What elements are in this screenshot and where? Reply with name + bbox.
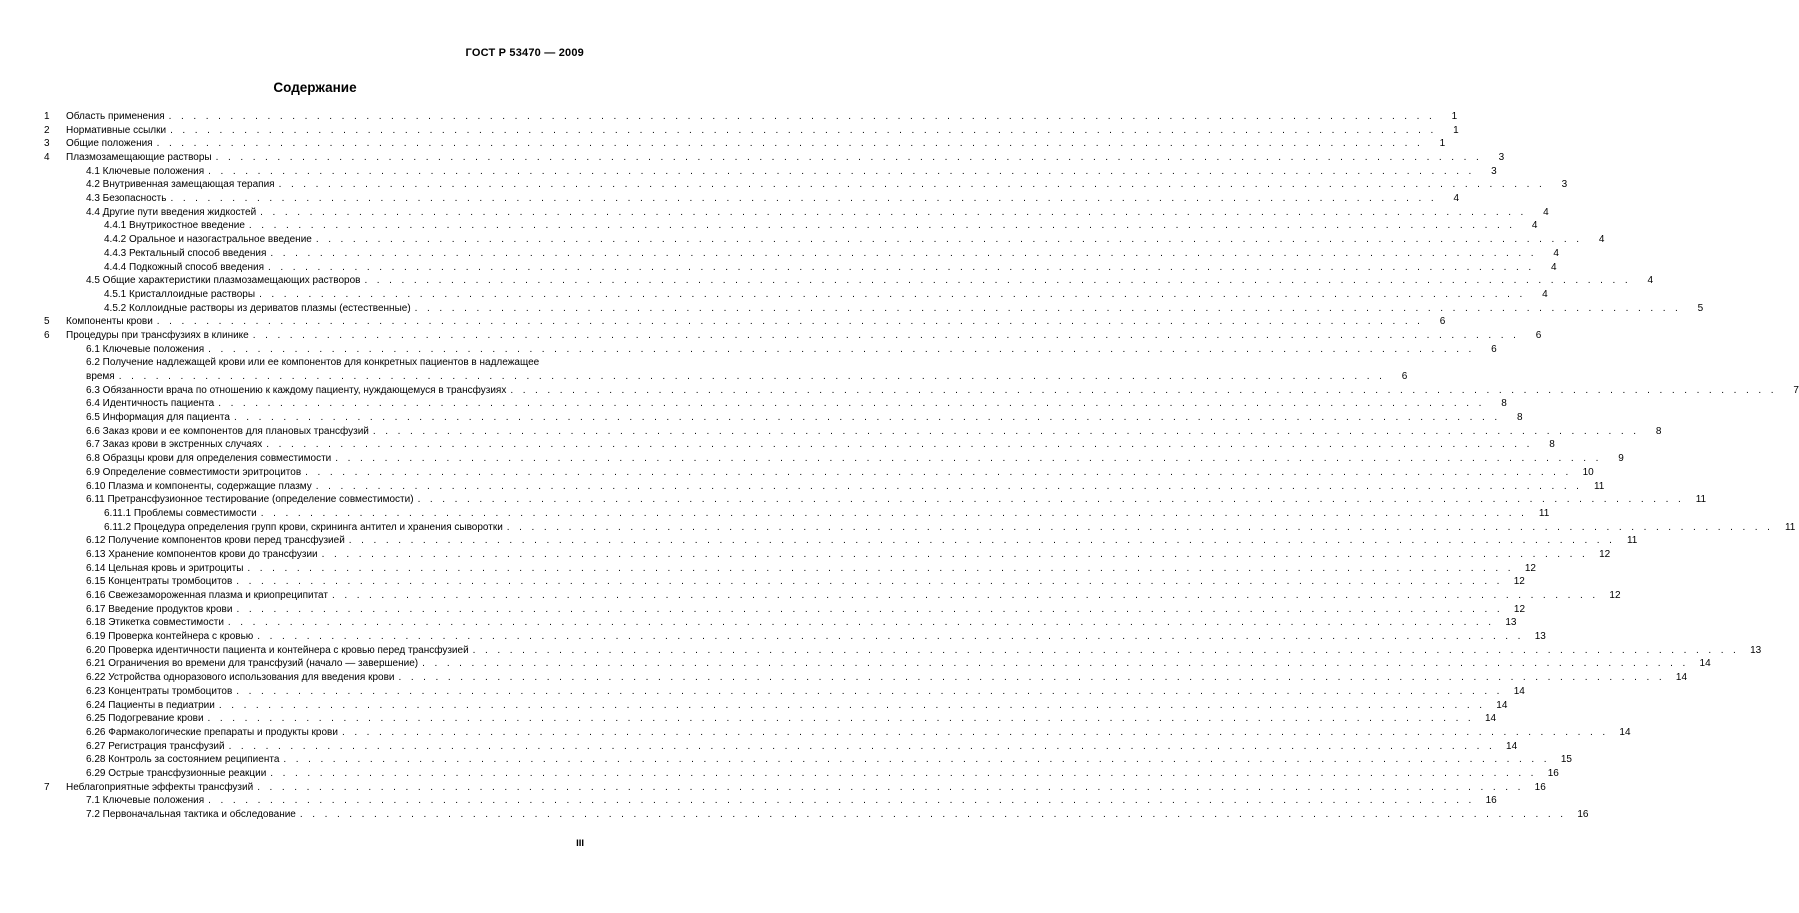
toc-entry[interactable] xyxy=(44,794,1497,808)
toc-entry-page: 14 xyxy=(1513,685,1525,697)
toc-entry-label: 4.5.1 Кристаллоидные растворы xyxy=(104,288,256,300)
toc-dot-leader xyxy=(170,124,1437,138)
toc-entry-label: 4.4.2 Оральное и назогастральное введение xyxy=(104,234,312,246)
toc-entry-page: 6 xyxy=(1491,343,1497,355)
toc-entry-label: 6.13 Хранение компонентов крови до трансфузии xyxy=(86,548,318,560)
toc-dot-leader xyxy=(219,699,1486,713)
toc-entry[interactable] xyxy=(44,137,1446,151)
toc-entry-number: 6 xyxy=(44,329,50,341)
toc-entry[interactable] xyxy=(44,288,1548,302)
toc-entry-label: 6.3 Обязанности врача по отношению к каждому пациенту, нуждающемуся в трансфузиях xyxy=(86,384,507,396)
toc-entry-page: 1 xyxy=(1451,110,1458,122)
toc-entry-label: 4.5.2 Коллоидные растворы из дериватов плазмы (естественные) xyxy=(104,302,411,314)
toc-dot-leader xyxy=(316,233,1583,247)
toc-entry[interactable] xyxy=(44,452,1624,466)
toc-entry-label: 6.25 Подогревание крови xyxy=(86,713,204,725)
toc-dot-leader xyxy=(270,247,1537,261)
toc-entry-page: 3 xyxy=(1561,179,1568,191)
toc-entry[interactable] xyxy=(44,685,1525,699)
toc-entry[interactable] xyxy=(44,781,1546,795)
toc-entry-label: 6.11 Претрансфузионное тестирование (определение совместимости) xyxy=(86,494,414,506)
document-code-header: ГОСТ Р 53470 — 2009 xyxy=(465,47,584,59)
toc-dot-leader xyxy=(305,466,1572,480)
toc-entry-number: 1 xyxy=(44,110,50,122)
page-title: Содержание xyxy=(273,80,357,95)
toc-entry-page: 6 xyxy=(1439,316,1446,328)
toc-entry-label: 7.1 Ключевые положения xyxy=(86,795,205,807)
toc-entry-label: 6.7 Заказ крови в экстренных случаях xyxy=(86,439,263,451)
toc-dot-leader xyxy=(260,206,1527,220)
toc-dot-leader xyxy=(208,343,1475,357)
toc-entry-number: 5 xyxy=(44,316,50,328)
toc-entry-page: 10 xyxy=(1582,466,1594,478)
toc-entry-page: 4 xyxy=(1647,275,1654,287)
toc-entry[interactable] xyxy=(44,466,1594,480)
toc-entry-page: 11 xyxy=(1538,507,1550,519)
toc-entry-page: 13 xyxy=(1750,644,1762,656)
toc-entry-label: 6.1 Ключевые положения xyxy=(86,343,205,355)
toc-dot-leader xyxy=(228,616,1495,630)
toc-entry-page: 8 xyxy=(1516,412,1523,424)
toc-entry-page: 14 xyxy=(1496,699,1508,711)
toc-dot-leader xyxy=(208,794,1475,808)
toc-entry-page: 4 xyxy=(1598,234,1605,246)
toc-entry[interactable] xyxy=(44,411,1523,425)
toc-entry-label: 6.11.2 Процедура определения групп крови, скрининга антител и хранения сыворотки xyxy=(104,521,503,533)
toc-dot-leader xyxy=(236,575,1503,589)
toc-entry-label: 6.11.1 Проблемы совместимости xyxy=(104,507,257,519)
toc-entry-label: 6.20 Проверка идентичности пациента и контейнера с кровью перед трансфузией xyxy=(86,644,469,656)
toc-entry-page: 12 xyxy=(1609,590,1621,602)
toc-entry-label: Область применения xyxy=(66,110,165,122)
toc-entry-page: 14 xyxy=(1619,726,1631,738)
toc-entry-page: 16 xyxy=(1485,795,1497,807)
toc-entry-page: 8 xyxy=(1549,439,1555,451)
toc-dot-leader xyxy=(157,315,1424,329)
toc-dot-leader xyxy=(119,370,1386,384)
toc-dot-leader xyxy=(364,274,1631,288)
toc-entry-label: 4.5 Общие характеристики плазмозамещающих растворов xyxy=(86,275,361,287)
toc-entry[interactable] xyxy=(44,439,1555,453)
toc-entry-label: Нормативные ссылки xyxy=(66,124,167,136)
toc-entry[interactable] xyxy=(44,740,1518,754)
toc-dot-leader xyxy=(418,493,1685,507)
toc-entry-page: 3 xyxy=(1498,152,1505,164)
toc-entry-label: 6.21 Ограничения во времени для трансфузий (начало — завершение) xyxy=(86,658,419,670)
toc-entry[interactable] xyxy=(44,151,1505,165)
toc-entry-label: 6.22 Устройства одноразового использования для введения крови xyxy=(86,672,395,684)
toc-dot-leader xyxy=(316,480,1583,494)
toc-dot-leader xyxy=(473,644,1740,658)
toc-entry-label-continued: время xyxy=(86,371,115,383)
toc-entry-page: 16 xyxy=(1534,781,1546,793)
toc-entry[interactable] xyxy=(44,343,1497,357)
toc-entry[interactable] xyxy=(44,384,1799,398)
toc-entry-label: 6.29 Острые трансфузионные реакции xyxy=(86,767,267,779)
toc-dot-leader xyxy=(257,781,1524,795)
toc-entry[interactable] xyxy=(44,534,1638,548)
toc-entry-label: 4.4.3 Ректальный способ введения xyxy=(104,247,267,259)
toc-dot-leader xyxy=(373,425,1640,439)
toc-dot-leader xyxy=(236,685,1503,699)
toc-dot-leader xyxy=(415,302,1682,316)
toc-entry[interactable] xyxy=(44,220,1538,234)
toc-entry-label: 6.19 Проверка контейнера с кровью xyxy=(86,631,254,643)
toc-entry-label: 4.2 Внутривенная замещающая терапия xyxy=(86,179,275,191)
toc-entry-page: 8 xyxy=(1501,398,1507,410)
toc-entry[interactable] xyxy=(44,206,1549,220)
toc-entry-page: 8 xyxy=(1655,425,1662,437)
toc-entry[interactable] xyxy=(44,425,1662,439)
toc-dot-leader xyxy=(257,630,1524,644)
toc-entry[interactable] xyxy=(44,274,1654,288)
toc-dot-leader xyxy=(266,438,1533,452)
toc-entry[interactable] xyxy=(44,562,1536,576)
toc-entry-page: 3 xyxy=(1491,165,1497,177)
toc-dot-leader xyxy=(507,521,1774,535)
toc-entry[interactable] xyxy=(44,110,1458,124)
toc-entry[interactable] xyxy=(44,616,1517,630)
toc-entry-label: 6.9 Определение совместимости эритроцитов xyxy=(86,466,302,478)
toc-entry-page: 1 xyxy=(1439,138,1446,150)
toc-entry[interactable] xyxy=(44,699,1508,713)
toc-entry-page: 9 xyxy=(1618,453,1624,465)
toc-entry[interactable] xyxy=(44,712,1497,726)
toc-entry-label: 6.6 Заказ крови и ее компонентов для плановых трансфузий xyxy=(86,425,369,437)
toc-dot-leader xyxy=(208,712,1475,726)
toc-dot-leader xyxy=(422,657,1689,671)
toc-entry[interactable] xyxy=(44,261,1557,275)
toc-entry-label: 6.16 Свежезамороженная плазма и криопреципитат xyxy=(86,590,328,602)
toc-entry[interactable] xyxy=(44,233,1605,247)
toc-entry-label: Общие положения xyxy=(66,138,153,150)
toc-entry-label: 6.15 Концентраты тромбоцитов xyxy=(86,576,233,588)
toc-entry-label: 6.18 Этикетка совместимости xyxy=(86,617,224,629)
toc-entry-page: 6 xyxy=(1535,329,1542,341)
toc-entry[interactable] xyxy=(44,329,1542,343)
toc-entry-page: 7 xyxy=(1793,384,1799,396)
toc-dot-leader xyxy=(170,192,1437,206)
page-number: III xyxy=(576,838,584,849)
toc-entry-page: 4 xyxy=(1453,193,1460,205)
toc-entry-label: Плазмозамещающие растворы xyxy=(66,152,212,164)
toc-entry-page: 11 xyxy=(1695,494,1707,506)
toc-entry-label: 6.24 Пациенты в педиатрии xyxy=(86,699,215,711)
toc-dot-leader xyxy=(279,178,1546,192)
toc-dot-leader xyxy=(208,165,1475,179)
toc-dot-leader xyxy=(268,261,1535,275)
toc-entry-label: 4.4.4 Подкожный способ введения xyxy=(104,261,265,273)
toc-entry[interactable] xyxy=(44,356,1408,383)
toc-dot-leader xyxy=(398,671,1665,685)
toc-entry[interactable] xyxy=(44,315,1446,329)
toc-dot-leader xyxy=(270,767,1537,781)
toc-entry[interactable] xyxy=(44,767,1559,781)
toc-entry-page: 4 xyxy=(1551,261,1557,273)
toc-dot-leader xyxy=(218,397,1485,411)
toc-dot-leader xyxy=(157,137,1424,151)
toc-dot-leader xyxy=(169,110,1436,124)
toc-entry[interactable] xyxy=(44,753,1572,767)
toc-entry-number: 4 xyxy=(44,152,50,164)
toc-entry-page: 16 xyxy=(1547,767,1559,779)
toc-entry[interactable] xyxy=(44,521,1796,535)
toc-entry-number: 3 xyxy=(44,138,50,150)
toc-entry-page: 13 xyxy=(1534,631,1546,643)
toc-dot-leader xyxy=(229,740,1496,754)
toc-entry[interactable] xyxy=(44,548,1611,562)
toc-entry[interactable] xyxy=(44,726,1631,740)
toc-dot-leader xyxy=(283,753,1550,767)
toc-entry-label: 6.2 Получение надлежащей крови или ее компонентов для конкретных пациентов в надлежащее xyxy=(86,357,540,369)
toc-entry-page: 14 xyxy=(1699,658,1711,670)
toc-entry-page: 13 xyxy=(1505,617,1517,629)
toc-dot-leader xyxy=(300,808,1567,822)
toc-dot-leader xyxy=(216,151,1483,165)
toc-entry[interactable] xyxy=(44,644,1762,658)
toc-dot-leader xyxy=(322,548,1589,562)
toc-entry[interactable] xyxy=(44,165,1497,179)
toc-dot-leader xyxy=(249,219,1516,233)
toc-entry[interactable] xyxy=(44,124,1459,138)
toc-entry-label: 6.12 Получение компонентов крови перед трансфузией xyxy=(86,535,345,547)
toc-entry-page: 14 xyxy=(1484,713,1497,725)
toc-entry-page: 1 xyxy=(1453,124,1459,136)
toc-entry-number: 2 xyxy=(44,124,50,136)
toc-entry[interactable] xyxy=(44,178,1568,192)
toc-entry-page: 5 xyxy=(1697,302,1704,314)
toc-entry-label: 4.1 Ключевые положения xyxy=(86,165,205,177)
toc-entry-label: Процедуры при трансфузиях в клинике xyxy=(66,329,249,341)
toc-dot-leader xyxy=(234,411,1501,425)
toc-entry[interactable] xyxy=(44,192,1460,206)
toc-entry-label: 6.17 Введение продуктов крови xyxy=(86,603,233,615)
toc-entry[interactable] xyxy=(44,671,1688,685)
toc-entry-label: Компоненты крови xyxy=(66,316,153,328)
toc-entry-page: 12 xyxy=(1524,562,1536,574)
toc-entry-label: 4.4.1 Внутрикостное введение xyxy=(104,220,245,232)
toc-entry-page: 12 xyxy=(1599,548,1611,560)
toc-entry-page: 11 xyxy=(1784,521,1796,533)
toc-entry-label: 6.14 Цельная кровь и эритроциты xyxy=(86,562,244,574)
toc-entry[interactable] xyxy=(44,658,1711,672)
toc-entry[interactable] xyxy=(44,247,1559,261)
toc-entry[interactable] xyxy=(44,493,1707,507)
toc-entry-label: 6.5 Информация для пациента xyxy=(86,412,230,424)
toc-entry-number: 7 xyxy=(44,781,50,793)
toc-entry-page: 16 xyxy=(1577,809,1589,821)
toc-dot-leader xyxy=(247,562,1514,576)
toc-entry-label: 6.26 Фармакологические препараты и продукты крови xyxy=(86,726,338,738)
toc-entry-label: 4.4 Другие пути введения жидкостей xyxy=(86,206,257,218)
toc-entry-page: 6 xyxy=(1401,371,1408,383)
toc-entry-page: 14 xyxy=(1675,672,1688,684)
toc-dot-leader xyxy=(261,507,1528,521)
toc-dot-leader xyxy=(349,534,1616,548)
toc-entry-page: 11 xyxy=(1626,535,1638,547)
toc-entry[interactable] xyxy=(44,603,1526,617)
toc-dot-leader xyxy=(510,384,1777,398)
toc-entry-label: 6.28 Контроль за состоянием реципиента xyxy=(86,754,280,766)
toc-entry-label: Неблагоприятные эффекты трансфузий xyxy=(66,781,254,793)
toc-entry[interactable] xyxy=(44,808,1589,822)
toc-entry[interactable] xyxy=(44,507,1550,521)
toc-entry-page: 4 xyxy=(1531,220,1538,232)
toc-dot-leader xyxy=(332,589,1599,603)
toc-entry-page: 12 xyxy=(1513,576,1525,588)
toc-entry-label: 6.10 Плазма и компоненты, содержащие плазму xyxy=(86,480,312,492)
table-of-contents xyxy=(44,110,1799,822)
toc-entry[interactable] xyxy=(44,480,1605,494)
toc-entry-page: 15 xyxy=(1560,754,1572,766)
toc-entry-page: 14 xyxy=(1506,740,1518,752)
toc-dot-leader xyxy=(253,329,1520,343)
toc-entry-label: 6.4 Идентичность пациента xyxy=(86,398,215,410)
toc-entry-page: 4 xyxy=(1542,288,1548,300)
toc-entry[interactable] xyxy=(44,589,1621,603)
toc-entry-label: 4.3 Безопасность xyxy=(86,193,167,205)
toc-entry-page: 12 xyxy=(1513,603,1526,615)
toc-dot-leader xyxy=(342,726,1609,740)
toc-entry-page: 11 xyxy=(1593,480,1605,492)
toc-dot-leader xyxy=(236,603,1503,617)
toc-entry-page: 4 xyxy=(1543,206,1549,218)
toc-entry-label: 6.27 Регистрация трансфузий xyxy=(86,740,225,752)
toc-dot-leader xyxy=(335,452,1602,466)
toc-entry-label: 6.8 Образцы крови для определения совместимости xyxy=(86,453,332,465)
toc-dot-leader xyxy=(259,288,1526,302)
toc-entry[interactable] xyxy=(44,630,1546,644)
toc-entry-label: 7.2 Первоначальная тактика и обследование xyxy=(86,809,296,821)
toc-entry-label: 6.23 Концентраты тромбоцитов xyxy=(86,685,233,697)
toc-entry[interactable] xyxy=(44,397,1507,411)
toc-entry-page: 4 xyxy=(1553,247,1559,259)
toc-entry[interactable] xyxy=(44,575,1525,589)
toc-entry[interactable] xyxy=(44,302,1704,316)
